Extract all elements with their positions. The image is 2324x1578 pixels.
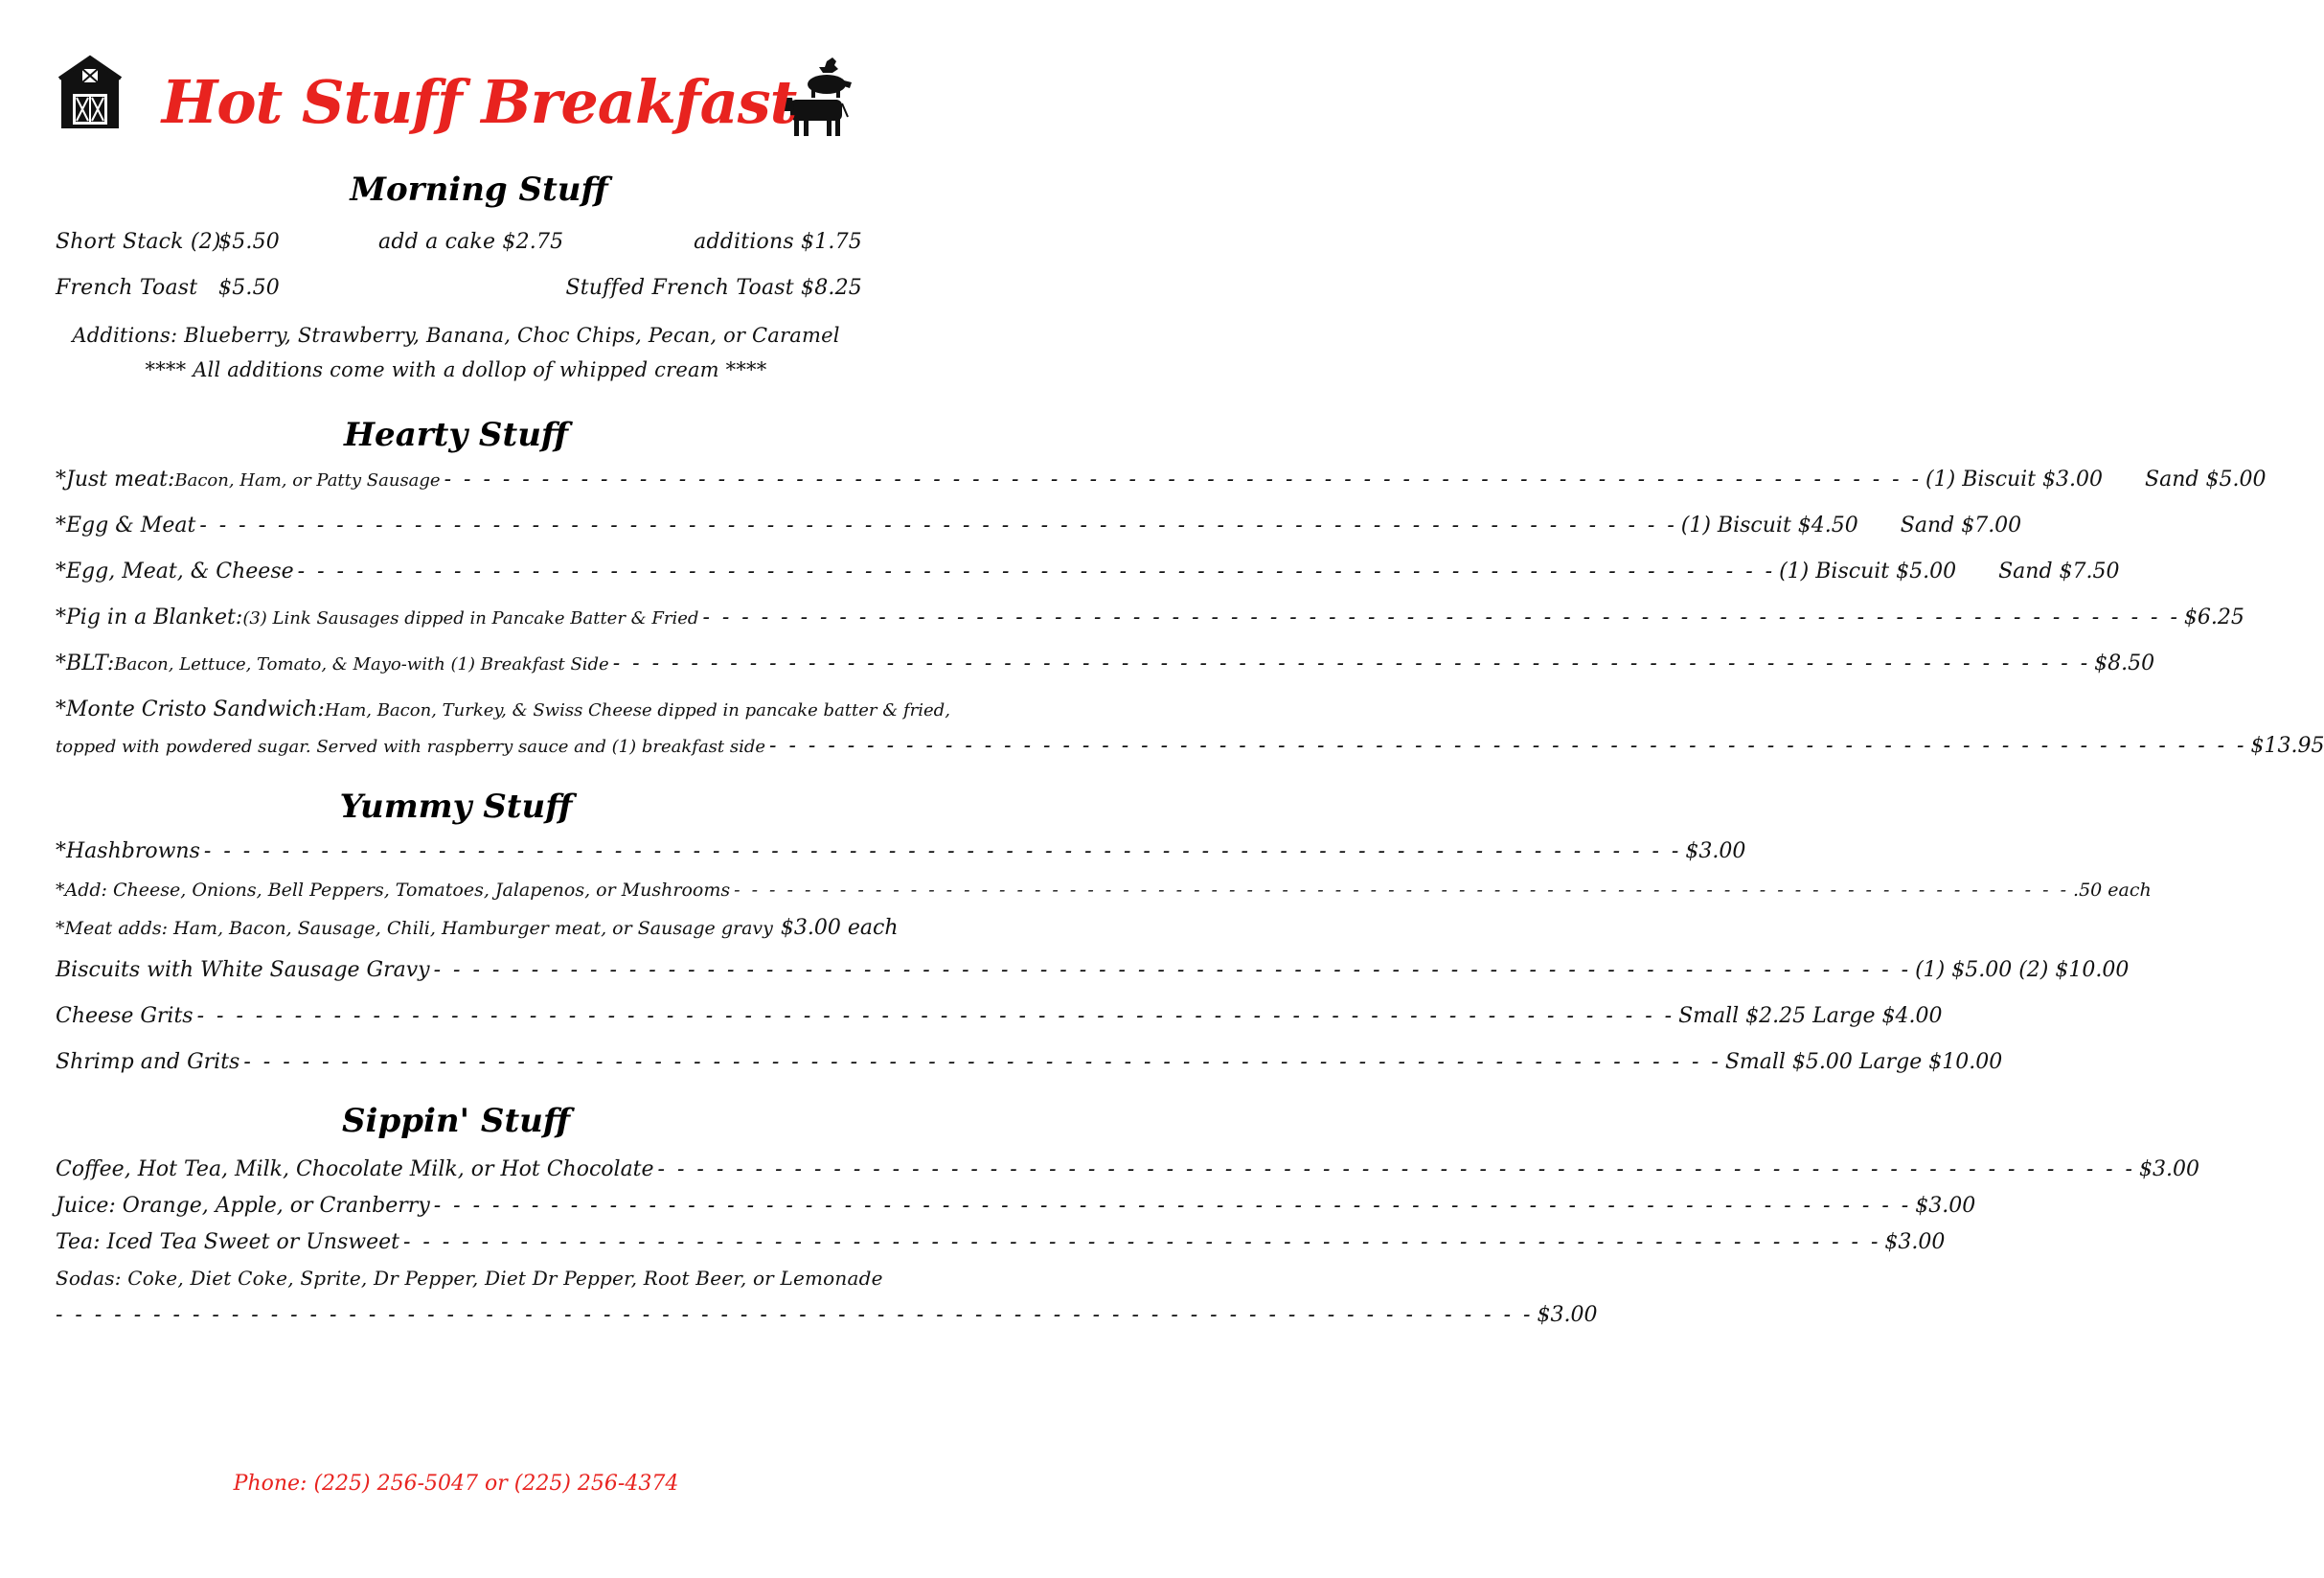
dot-leader: - - - - - - - - - - - - - - - - - - - - - - - - - - - - - - - - - - - - - - - - - - - - - - - - - - - - - - - - - - - - - - - - - - - - - - - - - - - - bbox=[433, 1194, 1912, 1218]
dot-leader: - - - - - - - - - - - - - - - - - - - - - - - - - - - - - - - - - - - - - - - - - - - - - - - - - - - - - - - - - - - - - - - - - - - - - - - - - - - - bbox=[297, 560, 1776, 583]
item-detail: Bacon, Lettuce, Tomato, & Mayo-with (1) Breakfast Side bbox=[114, 654, 609, 675]
sodas-label: Sodas: Coke, Diet Coke, Sprite, Dr Pepper, Diet Dr Pepper, Root Beer, or Lemonade bbox=[56, 1267, 883, 1290]
sandwich-price: Sand $7.50 bbox=[1998, 560, 2120, 583]
item-price: $8.50 bbox=[2094, 652, 2155, 675]
menu-row bbox=[56, 734, 2324, 758]
page-title: Hot Stuff Breakfast bbox=[161, 67, 797, 137]
item-name: Tea: Iced Tea Sweet or Unsweet bbox=[56, 1230, 399, 1254]
menu-row bbox=[56, 916, 899, 940]
item-price: $3.00 bbox=[1884, 1230, 1946, 1254]
dot-leader: - - - - - - - - - - - - - - - - - - - - - - - - - - - - - - - - - - - - - - - - - - - - - - - - - - - - - - - - - - - - - - - - - - - - - - - - - - - - bbox=[612, 652, 2091, 675]
menu-row bbox=[56, 1303, 1598, 1327]
item-name: *BLT: bbox=[56, 652, 115, 675]
sandwich-price: Sand $5.00 bbox=[2145, 468, 2267, 492]
item-name: *Egg, Meat, & Cheese bbox=[56, 560, 294, 583]
item-name: Coffee, Hot Tea, Milk, Chocolate Milk, or Hot Chocolate bbox=[56, 1157, 654, 1181]
menu-row bbox=[56, 698, 950, 721]
menu-row bbox=[56, 880, 2152, 901]
item-price: $3.00 bbox=[2139, 1157, 2199, 1181]
item-price: (1) $5.00 (2) $10.00 bbox=[1915, 958, 2130, 982]
menu-row bbox=[56, 1050, 2003, 1074]
stuffed-french-toast-price: Stuffed French Toast $8.25 bbox=[565, 276, 862, 300]
item-price: $13.95 bbox=[2250, 734, 2324, 758]
menu-row bbox=[56, 1194, 1976, 1218]
item-detail: Ham, Bacon, Turkey, & Swiss Cheese dipped in pancake batter & fried, bbox=[324, 700, 950, 720]
section-heading-morning: Morning Stuff bbox=[350, 171, 608, 209]
item-name: *Just meat: bbox=[56, 468, 175, 492]
dot-leader: - - - - - - - - - - - - - - - - - - - - - - - - - - - - - - - - - - - - - - - - - - - - - - - - - - - - - - - - - - - - - - - - - - - - - - - - - - - - bbox=[56, 1303, 1534, 1327]
dot-leader: - - - - - - - - - - - - - - - - - - - - - - - - - - - - - - - - - - - - - - - - - - - - - - - - - - - - - - - - - - - - - - - - - - - - - - - - - - - - bbox=[199, 514, 1677, 537]
section-heading-hearty: Hearty Stuff bbox=[343, 416, 569, 454]
biscuit-price: (1) Biscuit $4.50 bbox=[1680, 514, 1858, 537]
dot-leader: - - - - - - - - - - - - - - - - - - - - - - - - - - - - - - - - - - - - - - - - - - - - - - - - - - - - - - - - - - - - - - - - - - - - - - - - - - - - bbox=[433, 958, 1912, 982]
menu-row bbox=[56, 1230, 1946, 1254]
section-heading-sippin: Sippin' Stuff bbox=[342, 1102, 570, 1140]
menu-row bbox=[56, 514, 2022, 537]
item-name: *Hashbrowns bbox=[56, 839, 200, 863]
item-name: *Add: Cheese, Onions, Bell Peppers, Tomatoes, Jalapenos, or Mushrooms bbox=[56, 880, 731, 901]
biscuit-price: (1) Biscuit $5.00 bbox=[1779, 560, 1957, 583]
dot-leader: - - - - - - - - - - - - - - - - - - - - - - - - - - - - - - - - - - - - - - - - - - - - - - - - - - - - - - - - - - - - - - - - - - - - - - - - - - - - bbox=[657, 1157, 2135, 1181]
add-cake-price: add a cake $2.75 bbox=[378, 230, 564, 254]
additions-list: Additions: Blueberry, Strawberry, Banana, Choc Chips, Pecan, or Caramel bbox=[72, 324, 840, 347]
short-stack-price: $5.50 bbox=[218, 230, 280, 254]
item-name: Shrimp and Grits bbox=[56, 1050, 240, 1074]
biscuit-price: (1) Biscuit $3.00 bbox=[1925, 468, 2104, 492]
item-name: *Egg & Meat bbox=[56, 514, 196, 537]
dot-leader: - - - - - - - - - - - - - - - - - - - - - - - - - - - - - - - - - - - - - - - - - - - - - - - - - - - - - - - - - - - - - - - - - - - - - - - - - - - - bbox=[203, 839, 1682, 863]
item-price: $3.00 bbox=[1915, 1194, 1976, 1218]
menu-row bbox=[56, 606, 2244, 629]
menu-row bbox=[56, 839, 1746, 863]
dot-leader: - - - - - - - - - - - - - - - - - - - - - - - - - - - - - - - - - - - - - - - - - - - - - - - - - - - - - - - - - - - - - - - - - - - - - - - - - - - - bbox=[734, 880, 2070, 901]
item-price: Small $2.25 Large $4.00 bbox=[1678, 1004, 1943, 1028]
phone-numbers: Phone: (225) 256-5047 or (225) 256-4374 bbox=[233, 1472, 679, 1496]
item-name: Juice: Orange, Apple, or Cranberry bbox=[56, 1194, 430, 1218]
menu-row bbox=[56, 1157, 2199, 1181]
item-name: *Meat adds: Ham, Bacon, Sausage, Chili, Hamburger meat, or Sausage gravy bbox=[56, 918, 773, 939]
item-detail: Bacon, Ham, or Patty Sausage bbox=[174, 470, 441, 491]
additions-price: additions $1.75 bbox=[694, 230, 862, 254]
item-price: .50 each bbox=[2073, 880, 2152, 901]
section-heading-yummy: Yummy Stuff bbox=[339, 788, 573, 826]
french-toast-price: $5.50 bbox=[218, 276, 280, 300]
menu-row bbox=[56, 652, 2155, 675]
item-name: Biscuits with White Sausage Gravy bbox=[56, 958, 430, 982]
item-price: $3.00 bbox=[1685, 839, 1746, 863]
menu-row bbox=[56, 1004, 1943, 1028]
item-price: $3.00 bbox=[1537, 1303, 1598, 1327]
item-detail: topped with powdered sugar. Served with raspberry sauce and (1) breakfast side bbox=[56, 737, 766, 757]
dot-leader: - - - - - - - - - - - - - - - - - - - - - - - - - - - - - - - - - - - - - - - - - - - - - - - - - - - - - - - - - - - - - - - - - - - - - - - - - - - - bbox=[769, 734, 2247, 758]
item-name: *Pig in a Blanket: bbox=[56, 606, 243, 629]
dot-leader: - - - - - - - - - - - - - - - - - - - - - - - - - - - - - - - - - - - - - - - - - - - - - - - - - - - - - - - - - - - - - - - - - - - - - - - - - - - - bbox=[444, 468, 1923, 492]
sandwich-price: Sand $7.00 bbox=[1900, 514, 2022, 537]
item-price: $3.00 each bbox=[780, 916, 899, 940]
dot-leader: - - - - - - - - - - - - - - - - - - - - - - - - - - - - - - - - - - - - - - - - - - - - - - - - - - - - - - - - - - - - - - - - - - - - - - - - - - - - bbox=[402, 1230, 1881, 1254]
dot-leader: - - - - - - - - - - - - - - - - - - - - - - - - - - - - - - - - - - - - - - - - - - - - - - - - - - - - - - - - - - - - - - - - - - - - - - - - - - - - bbox=[196, 1004, 1675, 1028]
menu-row bbox=[56, 958, 2130, 982]
dot-leader: - - - - - - - - - - - - - - - - - - - - - - - - - - - - - - - - - - - - - - - - - - - - - - - - - - - - - - - - - - - - - - - - - - - - - - - - - - - - bbox=[702, 606, 2180, 629]
dot-leader: - - - - - - - - - - - - - - - - - - - - - - - - - - - - - - - - - - - - - - - - - - - - - - - - - - - - - - - - - - - - - - - - - - - - - - - - - - - - bbox=[243, 1050, 1721, 1074]
menu-row bbox=[56, 560, 2120, 583]
french-toast-label: French Toast bbox=[56, 276, 198, 300]
menu-row bbox=[56, 468, 2267, 492]
short-stack-label: Short Stack (2) bbox=[56, 230, 221, 254]
item-name: *Monte Cristo Sandwich: bbox=[56, 698, 325, 721]
item-price: $6.25 bbox=[2183, 606, 2244, 629]
item-name: Cheese Grits bbox=[56, 1004, 194, 1028]
item-detail: (3) Link Sausages dipped in Pancake Batter & Fried bbox=[242, 608, 699, 629]
whipped-cream-note: **** All additions come with a dollop of whipped cream **** bbox=[145, 358, 767, 381]
item-price: Small $5.00 Large $10.00 bbox=[1724, 1050, 2003, 1074]
